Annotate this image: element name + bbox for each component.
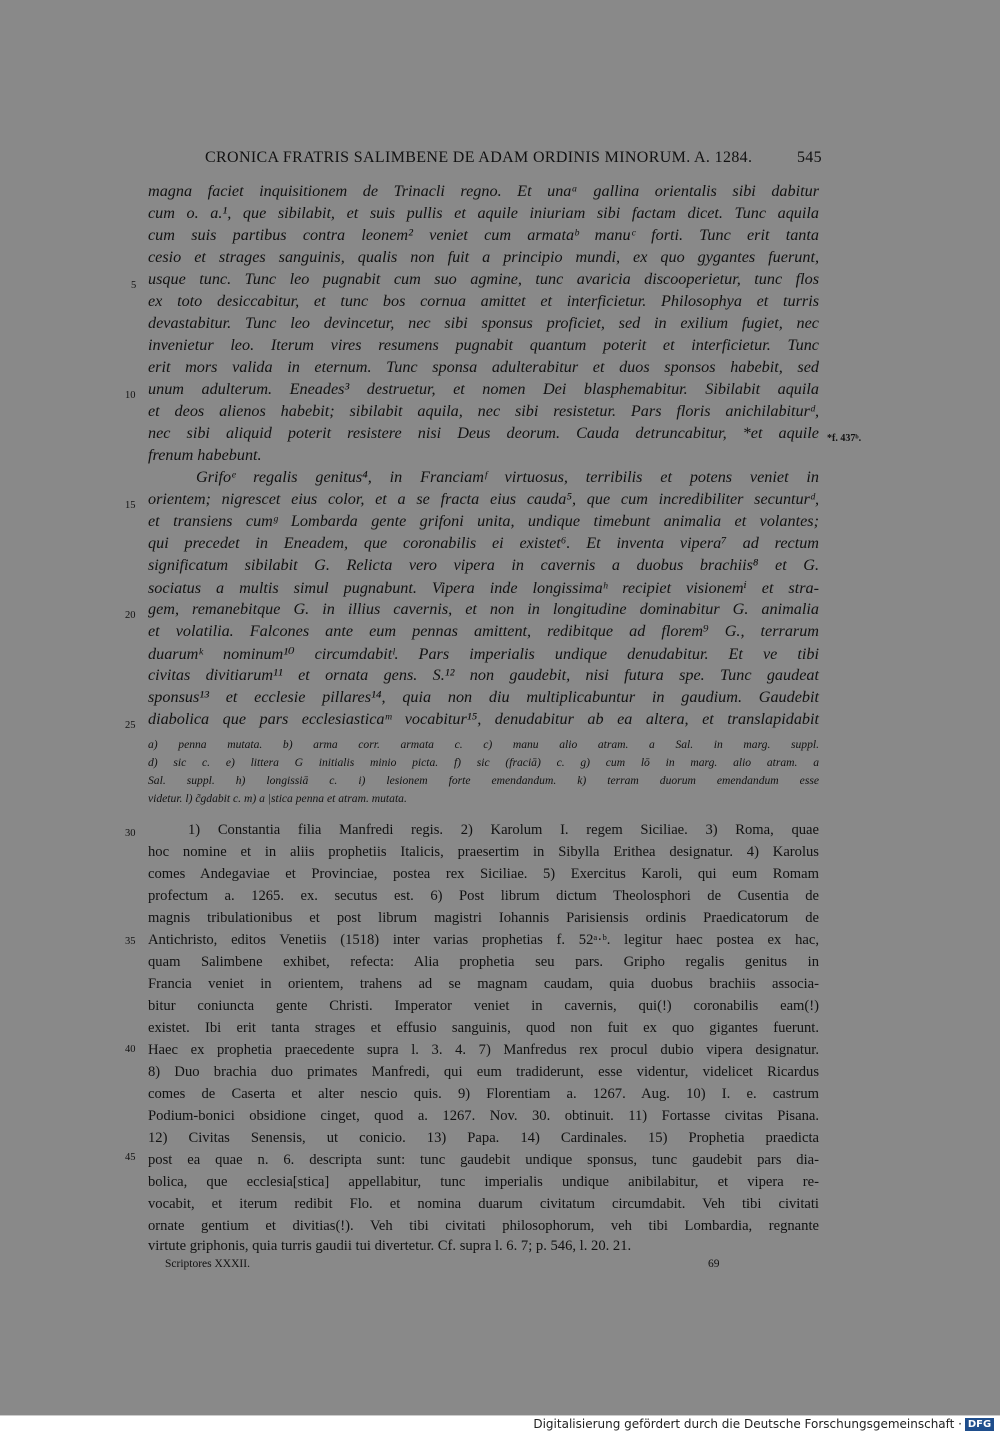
apparatus-line: d) sic c. e) littera G initialis minio picta. f) sic (fraciā) c. g) cum lō in marg. alio atram. a	[148, 756, 819, 769]
note-line: profectum a. 1265. ex. secutus est. 6) Post librum dictum Theolosphori de Cusentia de	[148, 888, 819, 904]
running-header	[205, 149, 822, 167]
note-line: 8) Duo brachia duo primates Manfredi, qui eum tradiderunt, esse videntur, videlicet Ricardus	[148, 1064, 819, 1080]
note-line: bitur coniuncta gente Christi. Imperator veniet in cavernis, qui(!) coronabilis eam(!)	[148, 998, 819, 1014]
text-line: orientem; nigrescet eius color, et a se fracta eius cauda⁵, que cum incredibiliter secunturᵈ,	[148, 490, 819, 508]
text-line: significatum sibilabit G. Relicta vero vipera in cavernis a duobus brachiis⁸ et G.	[148, 556, 819, 574]
text-line: cesio et strages sanguinis, qualis non fuit a principio mundi, ex quo gygantes fuerunt,	[148, 248, 819, 266]
text-line: erit mors valida in eternum. Tunc sponsa adulterabitur et duos sponsos habebit, sed	[148, 358, 819, 376]
note-line: vocabit, et iterum redibit Flo. et nomina duarum civitatum circumdabit. Veh tibi civitati	[148, 1196, 819, 1212]
note-line: comes de Caserta et alter nescio quis. 9) Florentiam a. 1267. Aug. 10) I. e. castrum	[148, 1086, 819, 1102]
text-line: diabolica que pars ecclesiasticaᵐ vocabitur¹⁵, denudabitur ab ea altera, et translapidabit	[148, 710, 819, 728]
text-line: Grifoᵉ regalis genitus⁴, in Franciamᶠ virtuosus, terribilis et potens veniet in	[196, 468, 819, 486]
text-line: et volatilia. Falcones ante eum pennas amittent, redibitque ad florem⁹ G., terrarum	[148, 622, 819, 640]
note-line: existet. Ibi erit tanta strages et effusio sanguinis, quod non fuit ex quo gigantes fuerunt.	[148, 1020, 819, 1036]
folio-margin-note: *f. 437ᵇ.	[827, 433, 862, 444]
note-line: Haec ex prophetia praecedente supra l. 3. 4. 7) Manfredus rex procul dubio vipera designatur.	[148, 1042, 819, 1058]
note-line: 1) Constantia filia Manfredi regis. 2) Karolum I. regem Siciliae. 3) Roma, quae	[188, 822, 819, 838]
apparatus-line: videtur. l) c̃gdabit c. m) a |stica penna et atram. mutata.	[148, 792, 407, 805]
dfg-logo[interactable]: DFG	[965, 1418, 994, 1431]
text-line: devastabitur. Tunc leo devincetur, nec sibi sponsus proficiet, sed in exilium fugiet, nec	[148, 314, 819, 332]
note-line: ornate gentium et divitias(!). Veh tibi civitati philosophorum, veh tibi Lombardia, regnante	[148, 1218, 819, 1234]
line-number: 40	[125, 1044, 136, 1055]
note-line: hoc nomine et in aliis prophetiis Italicis, praesertim in Sibylla Erithea designatur. 4) Karolus	[148, 844, 819, 860]
text-line: unum adulterum. Eneades³ destruetur, et nomen Dei blasphemabitur. Sibilabit aquila	[148, 380, 819, 398]
line-number: 10	[125, 390, 136, 401]
text-line: et deos alienos habebit; sibilabit aquila, nec sibi resistetur. Pars floris anichilabiturᵈ,	[148, 402, 819, 420]
running-title: CRONICA FRATRIS SALIMBENE DE ADAM ORDINIS MINORUM. A. 1284.	[205, 149, 753, 166]
note-line: Francia veniet in orientem, trahens ad se magnam caudam, quia duobus brachiis associa-	[148, 976, 819, 992]
text-line: sponsus¹³ et ecclesie pillares¹⁴, quia non diu multiplicabuntur in gaudium. Gaudebit	[148, 688, 819, 706]
note-line: quam Salimbene exhibet, refecta: Alia prophetia seu pars. Gripho regalis genitus in	[148, 954, 819, 970]
text-line: frenum habebunt.	[148, 446, 262, 464]
note-line: virtute griphonis, quia turris gaudii tui divertetur. Cf. supra l. 6. 7; p. 546, l. 20. 21.	[148, 1238, 632, 1254]
sponsor-text: Digitalisierung gefördert durch die Deutsche Forschungsgemeinschaft ·	[533, 1417, 962, 1431]
text-line: duarumᵏ nominum¹⁰ circumdabitˡ. Pars imperialis undique denudabitur. Et ve tibi	[148, 645, 819, 663]
text-line: gem, remanebitque G. in illius cavernis, et non in longitudine dominabitur G. animalia	[148, 600, 819, 618]
text-line: usque tunc. Tunc leo pugnabit cum suo agmine, tunc avaricia discooperietur, tunc flos	[148, 270, 819, 288]
text-line: invenietur leo. Iterum vires resumens pugnabit quantum poterit et interficietur. Tunc	[148, 336, 819, 354]
note-line: magnis tribulationibus et post librum magistri Iohannis Parisiensis ordinis Praedicatorum de	[148, 910, 819, 926]
text-line: qui precedet in Eneadem, que coronabilis ei existet⁶. Et inventa vipera⁷ ad rectum	[148, 534, 819, 552]
line-number: 35	[125, 936, 136, 947]
text-line: cum o. a.¹, que sibilabit, et suis pullis et aquile iniuriam sibi factam dicet. Tunc aquila	[148, 204, 819, 222]
text-line: civitas divitiarum¹¹ et ornata gens. S.¹² non gaudebit, nisi futura spe. Tunc gaudeat	[148, 666, 819, 684]
line-number: 20	[125, 610, 136, 621]
line-number: 30	[125, 828, 136, 839]
note-line: Antichristo, editos Venetiis (1518) inter varias prophetias f. 52ᵃ·ᵇ. legitur haec postea ex hac,	[148, 932, 819, 948]
sponsor-bar	[0, 1415, 1000, 1435]
text-line: magna faciet inquisitionem de Trinacli regno. Et unaᵃ gallina orientalis sibi dabitur	[148, 182, 819, 200]
text-line: nec sibi aliquid poterit resistere nisi Deus deorum. Cauda detruncabitur, *et aquile	[148, 424, 819, 442]
line-number: 5	[131, 280, 137, 291]
line-number: 15	[125, 500, 136, 511]
apparatus-line: Sal. suppl. h) longissiā c. i) lesionem forte emendandum. k) terram duorum emendandum esse	[148, 774, 819, 787]
text-line: ex toto desiccabitur, et tunc bos cornua amittet et interficietur. Philosophya et turris	[148, 292, 819, 310]
line-number: 25	[125, 720, 136, 731]
note-line: 12) Civitas Senensis, ut conicio. 13) Papa. 14) Cardinales. 15) Prophetia praedicta	[148, 1130, 819, 1146]
note-line: Podium-bonici obsidione cinget, quod a. 1267. Nov. 30. obtinuit. 11) Fortasse civitas Pisana.	[148, 1108, 819, 1124]
note-line: comes Andegaviae et Provinciae, postea rex Siciliae. 5) Exercitus Karoli, qui eum Romam	[148, 866, 819, 882]
page-number: 545	[796, 149, 822, 166]
note-line: post ea quae n. 6. descripta sunt: tunc gaudebit undique sponsus, tunc gaudebit pars dia-	[148, 1152, 819, 1168]
note-line: bolica, que ecclesia[stica] appellabitur, tunc imperialis undique anibilabitur, et vipera re-	[148, 1174, 819, 1190]
text-line: cum suis partibus contra leonem² veniet cum armataᵇ manuᶜ forti. Tunc erit tanta	[148, 226, 819, 244]
text-line: sociatus a multis simul pugnabunt. Vipera inde longissimaʰ recipiet visionemⁱ et stra-	[148, 579, 819, 597]
sheet-number: 69	[708, 1258, 720, 1270]
line-number: 45	[125, 1152, 136, 1163]
volume-signature: Scriptores XXXII.	[165, 1258, 250, 1270]
apparatus-line: a) penna mutata. b) arma corr. armata c. c) manu alio atram. a Sal. in marg. suppl.	[148, 738, 819, 751]
text-line: et transiens cumᵍ Lombarda gente grifoni unita, undique timebunt animalia et volantes;	[148, 512, 819, 530]
